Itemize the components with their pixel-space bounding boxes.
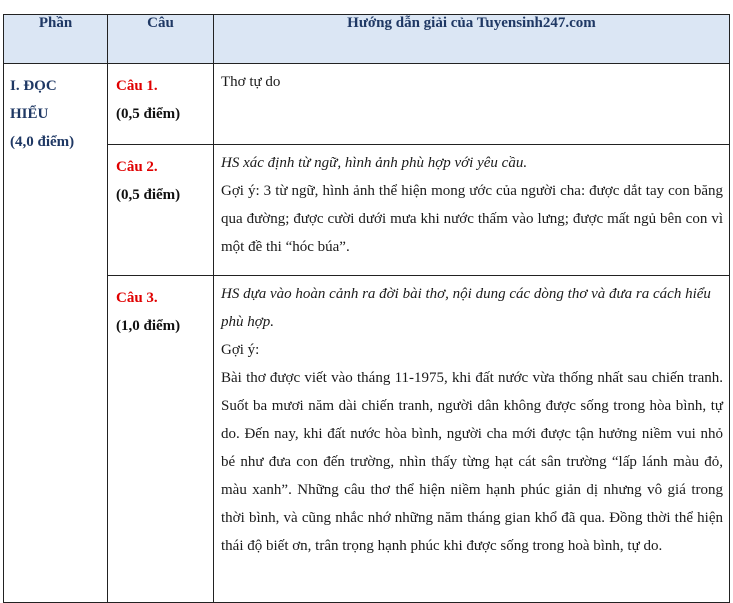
table-row <box>4 276 730 603</box>
table-row <box>4 64 730 145</box>
section-cell <box>4 64 108 603</box>
question-points: (0,5 điểm) <box>116 187 181 203</box>
question-cell <box>108 64 214 145</box>
section-title-line2: HIỂU <box>10 106 49 122</box>
table-header-row <box>4 15 730 64</box>
header-part: Phần <box>4 15 108 64</box>
answer-cell <box>214 276 730 603</box>
table-row <box>4 145 730 276</box>
question-label: Câu 1. <box>116 78 158 94</box>
answer-hint-label: Gợi ý: <box>221 342 260 358</box>
answer-hint: Gợi ý: 3 từ ngữ, hình ảnh thể hiện mong ước của người cha: được dắt tay con băng qua đường; được cười dưới mưa khi nước thấm vào lưng; được mất ngủ bên con vì một đề thi “hóc búa”. <box>221 183 723 255</box>
question-label: Câu 3. <box>116 290 158 306</box>
answer-text: Thơ tự do <box>221 74 281 90</box>
question-cell <box>108 276 214 603</box>
answer-cell <box>214 145 730 276</box>
question-points: (1,0 điểm) <box>116 318 181 334</box>
section-points: (4,0 điểm) <box>10 134 75 150</box>
answer-cell <box>214 64 730 145</box>
header-question: Câu <box>108 15 214 64</box>
question-points: (0,5 điểm) <box>116 106 181 122</box>
question-label: Câu 2. <box>116 159 158 175</box>
answer-body: Bài thơ được viết vào tháng 11-1975, khi đất nước vừa thống nhất sau chiến tranh. Suốt ba mươi năm dài chiến tranh, người dân không được sống trong hòa bình, tự do. Đến nay, khi đất nước hòa bình, người cha mới được tận hưởng niềm vui nhỏ bé như đưa con đến trường, nhìn thấy từng hạt cát sân trường “lấp lánh màu đỏ, màu xanh”. Những câu thơ thể hiện niềm hạnh phúc giản dị nhưng vô giá trong thời bình, và cũng nhắc nhớ những năm tháng gian khổ đã qua. Đồng thời thể hiện thái độ biết ơn, trân trọng hạnh phúc khi được sống trong hoà bình, tự do. <box>221 370 723 554</box>
answer-table <box>3 14 730 603</box>
answer-instruction: HS xác định từ ngữ, hình ảnh phù hợp với yêu cầu. <box>221 155 528 171</box>
header-guide: Hướng dẫn giải của Tuyensinh247.com <box>214 15 730 64</box>
section-title-line1: I. ĐỌC <box>10 78 57 94</box>
question-cell <box>108 145 214 276</box>
answer-instruction: HS dựa vào hoàn cảnh ra đời bài thơ, nội dung các dòng thơ và đưa ra cách hiểu phù hợp. <box>221 286 711 330</box>
